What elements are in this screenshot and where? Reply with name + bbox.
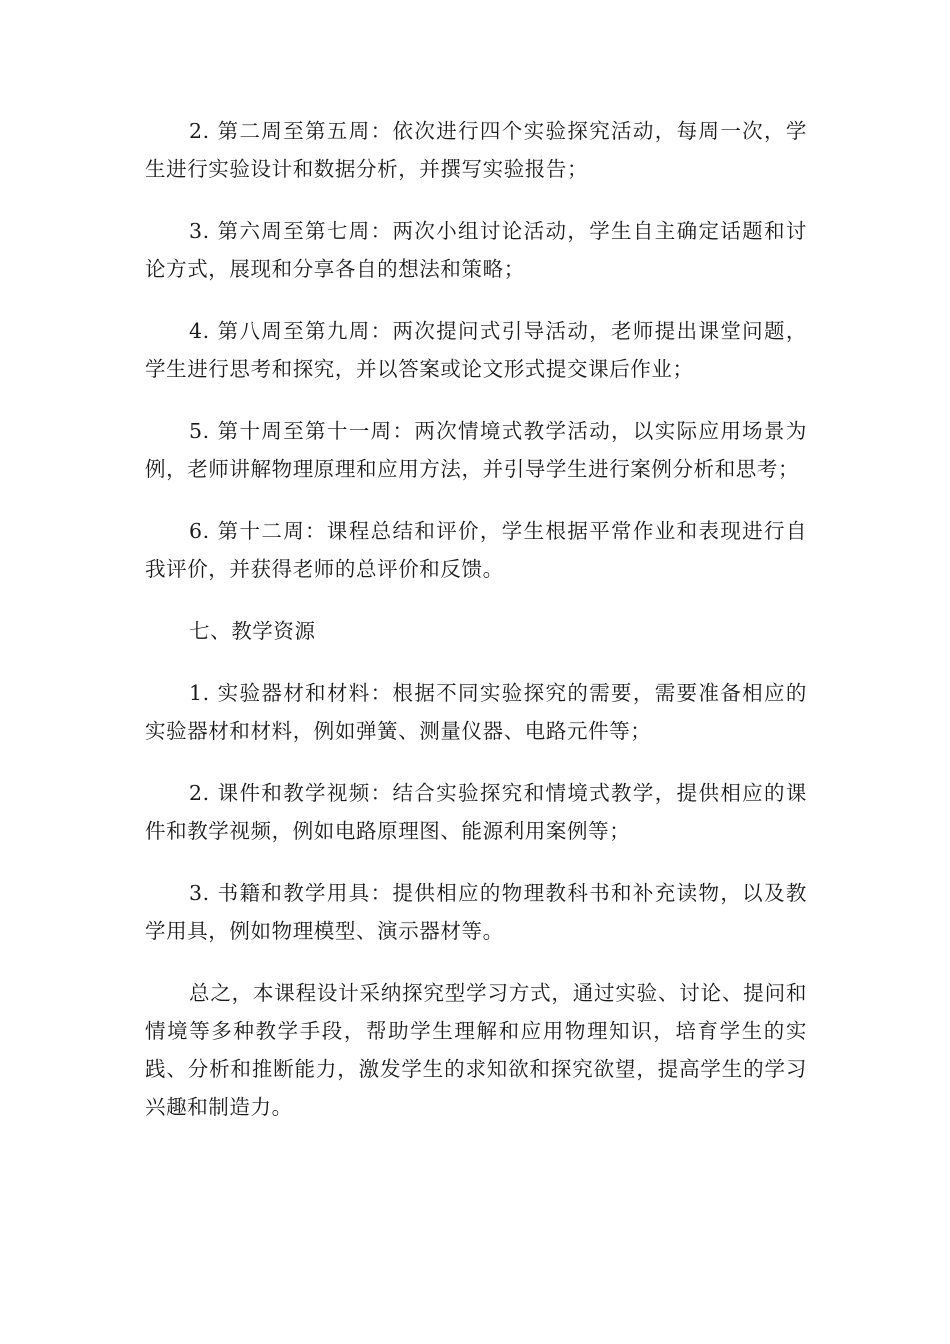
summary-paragraph: 总之，本课程设计采纳探究型学习方式，通过实验、讨论、提问和情境等多种教学手段，帮助学生理解和应用物理知识，培育学生的实践、分析和推断能力，激发学生的求知欲和探究欲望，提高学生的学习兴趣和制造力。 (145, 981, 807, 1119)
schedule-item-week8-9: 4. 第八周至第九周：两次提问式引导活动，老师提出课堂问题，学生进行思考和探究，并以答案或论文形式提交课后作业； (145, 319, 807, 381)
schedule-item-week2-5: 2. 第二周至第五周：依次进行四个实验探究活动，每周一次，学生进行实验设计和数据分析，并撰写实验报告； (145, 119, 807, 181)
resource-item-courseware: 2. 课件和教学视频：结合实验探究和情境式教学，提供相应的课件和教学视频，例如电路原理图、能源利用案例等； (145, 781, 807, 843)
schedule-item-week10-11: 5. 第十周至第十一周：两次情境式教学活动，以实际应用场景为例，老师讲解物理原理和应用方法，并引导学生进行案例分析和思考； (145, 419, 807, 481)
document-page (145, 112, 807, 1150)
schedule-item-week12: 6. 第十二周：课程总结和评价，学生根据平常作业和表现进行自我评价，并获得老师的总评价和反馈。 (145, 519, 807, 581)
resource-item-equipment: 1. 实验器材和材料：根据不同实验探究的需要，需要准备相应的实验器材和材料，例如弹簧、测量仪器、电路元件等； (145, 681, 807, 743)
schedule-item-week6-7: 3. 第六周至第七周：两次小组讨论活动，学生自主确定话题和讨论方式，展现和分享各自的想法和策略； (145, 219, 807, 281)
section-heading-teaching-resources: 七、教学资源 (189, 619, 316, 643)
resource-item-books: 3. 书籍和教学用具：提供相应的物理教科书和补充读物，以及教学用具，例如物理模型、演示器材等。 (145, 881, 807, 943)
